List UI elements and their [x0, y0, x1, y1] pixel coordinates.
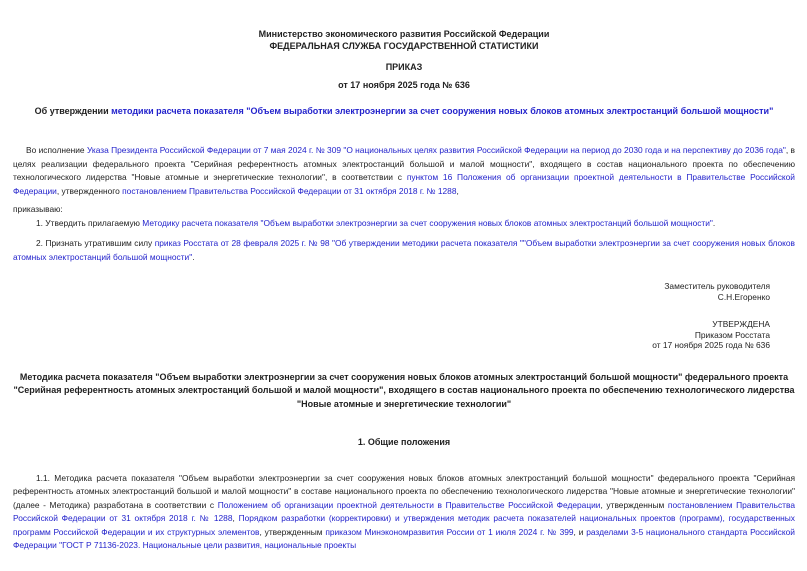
text-run: .: [712, 217, 716, 228]
signature-block: [13, 281, 770, 302]
text-run: , и: [573, 526, 587, 537]
document-link[interactable]: постановлением Правительства Российской Федерации от 31 октября 2018 г. № 1288: [122, 185, 457, 196]
text-run: Во исполнение: [26, 145, 87, 155]
document-subject: [13, 105, 795, 118]
text-run: Об утверждении: [34, 106, 112, 116]
text-run: ,: [456, 185, 459, 196]
document-link[interactable]: приказ Росстата от 28 февраля 2025 г. № 98 "Об утверждении методики расчета показателя ""Объем выработки электроэнергии за счет сооружения новых блоков атомных электростанций большой мощности": [13, 238, 796, 262]
text-run: .: [192, 251, 195, 262]
document-link[interactable]: пунктом 16 Положения об организации проектной деятельности в Правительстве Российской Федерации: [13, 172, 795, 196]
resolution-word: приказываю:: [13, 204, 63, 214]
approval-block: [13, 319, 770, 351]
document-link[interactable]: приказом Минэкономразвития России от 1 июля 2024 г. № 399: [325, 526, 574, 537]
text-run: , в целях реализации федерального проекта "Серийная референтность атомных электростанций большой и малой мощности", входящего в состав национального проекта по обеспечению технологического лидерства "Новые атомные и энергетические технологии", в соответствии с: [13, 145, 796, 182]
document-link[interactable]: постановлением Правительства Российской Федерации от 31 октября 2018 г. № 1288: [13, 499, 795, 523]
approval-date-number: от 17 ноября 2025 года № 636: [652, 340, 770, 350]
text-run: 1. Утвердить прилагаемую: [36, 217, 143, 228]
document-link[interactable]: разделами 3-5 национального стандарта Российской Федерации "ГОСТ Р 71136-2023. Национальные цели развития, национальные проекты: [13, 526, 795, 550]
text-run: , утвержденного: [56, 185, 123, 196]
document-link[interactable]: Указа Президента Российской Федерации от 7 мая 2024 г. № 309 "О национальных целях развития Российской Федерации на период до 2030 года и на перспективу до 2036 года": [86, 145, 786, 155]
agency-name: ФЕДЕРАЛЬНАЯ СЛУЖБА ГОСУДАРСТВЕННОЙ СТАТИСТИКИ: [269, 41, 539, 51]
signatory-position: Заместитель руководителя: [664, 281, 770, 291]
text-run: 1.1. Методика расчета показателя "Объем выработки электроэнергии за счет сооружения новых блоков атомных электростанций большой мощности" федерального проекта "Серийная референтность атомных электростанций большой и малой мощности" в составе национального проекта по обеспечению технологического лидерства "Новые атомные и энергетические технологии" (далее - Методика) разработана в соответствии с: [13, 472, 795, 510]
text-run: 2. Признать утратившим силу: [36, 238, 155, 248]
clause-1-1: [13, 472, 795, 553]
methodology-title: Методика расчета показателя "Объем выработки электроэнергии за счет сооружения новых блоков атомных электростанций большой мощности" федерального проекта "Серийная референтность атомных электростанций большой и малой мощности", входящего в состав национального проекта по обеспечению технологического лидерства "Новые атомные и энергетические технологии": [13, 371, 795, 409]
document-link[interactable]: Положением об организации проектной деятельности в Правительстве Российской Федерации: [217, 499, 601, 510]
document-link[interactable]: методики расчета показателя "Объем выработки электроэнергии за счет сооружения новых блоков атомных электростанций большой мощности": [111, 106, 774, 116]
document-link[interactable]: Порядком разработки (корректировки) и утверждения методик расчета показателей национальных проектов (программ), государственных программ Российской Федерации и их структурных элементов: [13, 513, 795, 537]
document-link[interactable]: Методику расчета показателя "Объем выработки электроэнергии за счет сооружения новых блоков атомных электростанций большой мощности": [142, 217, 713, 228]
signatory-name: С.Н.Егоренко: [717, 291, 770, 302]
approval-status: УТВЕРЖДЕНА: [712, 319, 770, 329]
preamble-paragraph: [13, 144, 795, 198]
ministry-name: Министерство экономического развития Российской Федерации: [258, 29, 550, 39]
order-item-2: [13, 237, 795, 264]
document-type: ПРИКАЗ: [385, 62, 423, 72]
document-date-number: от 17 ноября 2025 года № 636: [338, 80, 470, 90]
text-run: , утвержденным: [600, 499, 668, 510]
order-item-1: [13, 217, 795, 231]
issuing-authority-block: [13, 28, 795, 52]
text-run: ,: [232, 513, 239, 523]
approval-by: Приказом Росстата: [694, 329, 770, 340]
text-run: , утвержденным: [259, 526, 326, 537]
section-heading-general-provisions: 1. Общие положения: [357, 437, 451, 447]
